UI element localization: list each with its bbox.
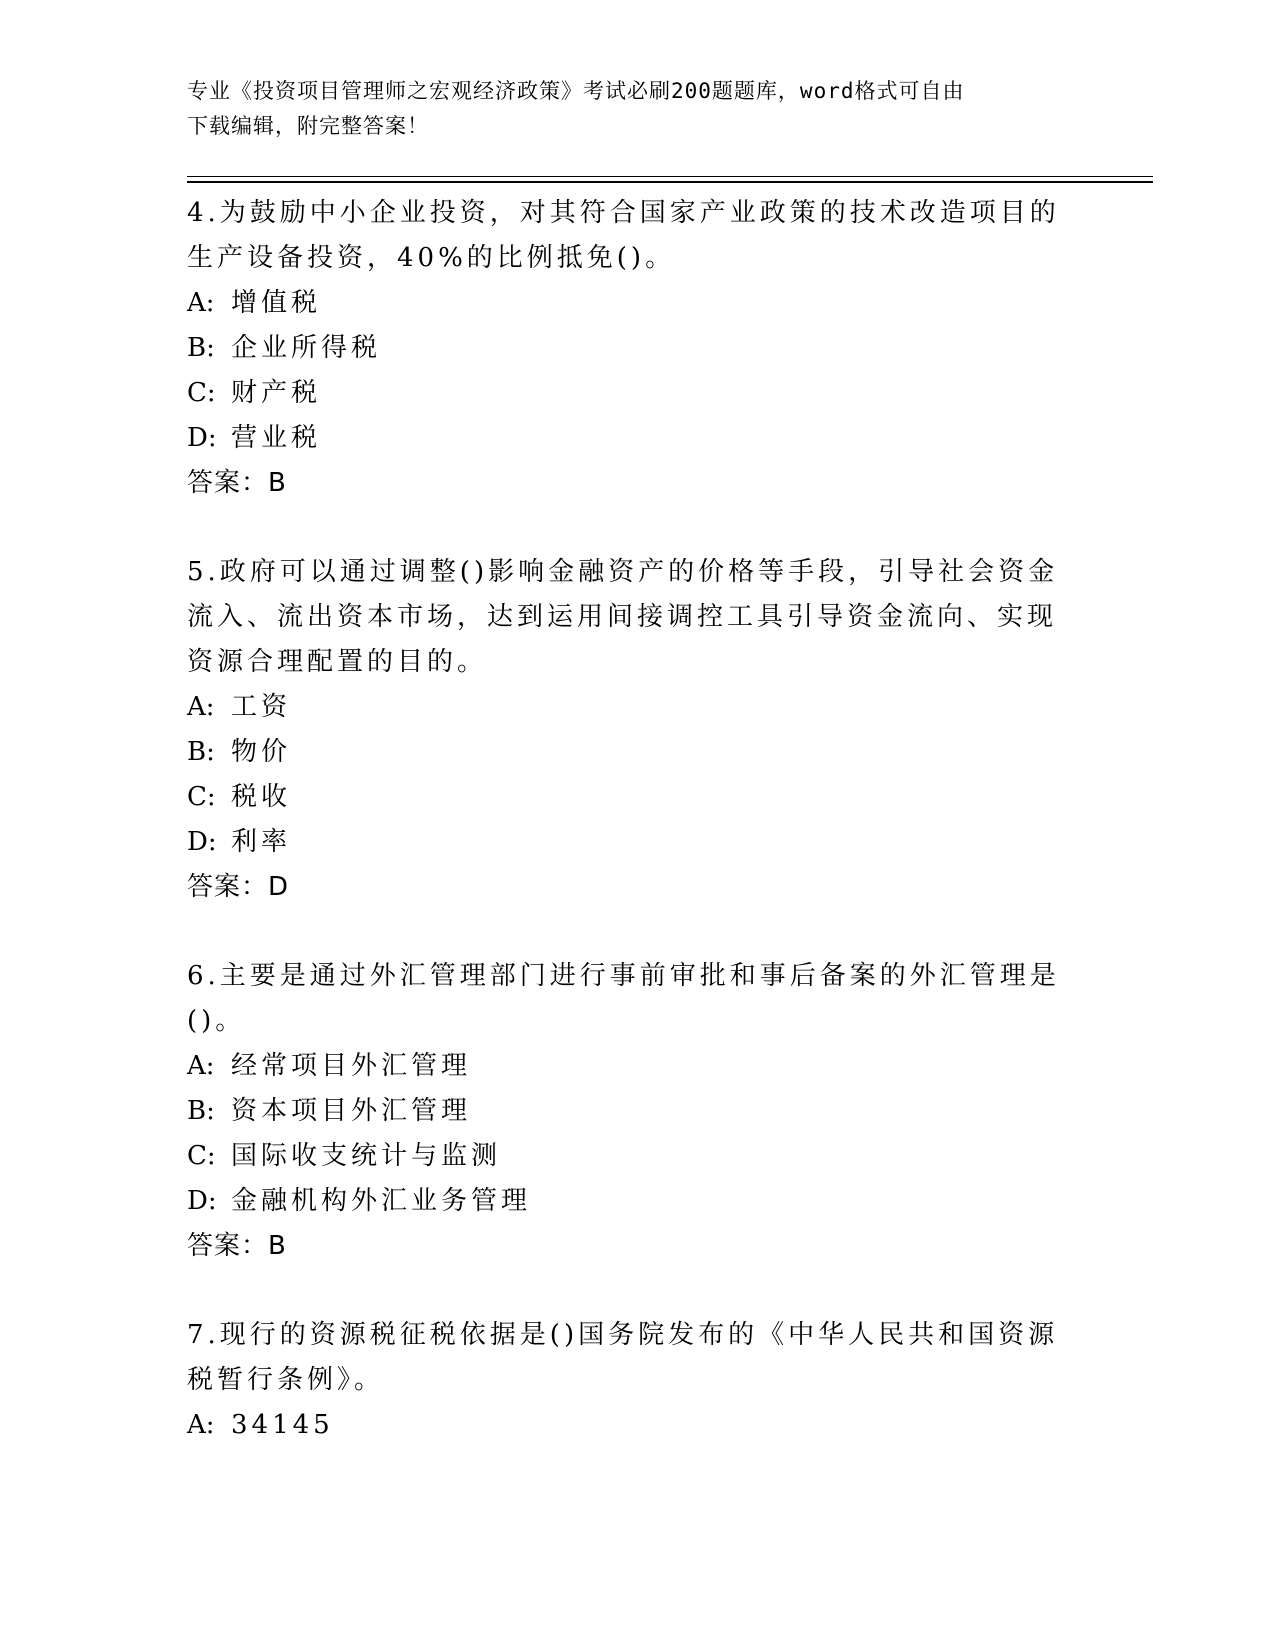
option-letter: D: xyxy=(187,423,217,453)
option-letter: A: xyxy=(187,1051,215,1081)
option-a xyxy=(187,281,1067,326)
option-letter: D: xyxy=(187,1186,217,1216)
option-b xyxy=(187,730,1067,775)
question-4 xyxy=(187,191,1067,506)
option-text: 税收 xyxy=(231,782,292,812)
question-list xyxy=(187,191,1067,1492)
header-divider-thick xyxy=(187,181,1153,183)
option-a xyxy=(187,685,1067,730)
option-letter: A: xyxy=(187,1410,215,1440)
option-text: 营业税 xyxy=(231,423,322,453)
question-7 xyxy=(187,1313,1067,1448)
option-letter: B: xyxy=(187,1096,215,1126)
answer-line: 答案：B xyxy=(187,1231,287,1261)
header-divider-thin xyxy=(187,176,1153,177)
option-text: 经常项目外汇管理 xyxy=(231,1051,472,1081)
option-text: 国际收支统计与监测 xyxy=(231,1141,502,1171)
option-b xyxy=(187,1089,1067,1134)
option-letter: C: xyxy=(187,1141,216,1171)
option-text: 企业所得税 xyxy=(231,333,382,363)
option-a xyxy=(187,1403,1067,1448)
document-header xyxy=(187,74,1067,144)
option-text: 工资 xyxy=(231,692,292,722)
answer-line: 答案：B xyxy=(187,468,287,498)
question-text: 5.政府可以通过调整()影响金融资产的价格等手段，引导社会资金流入、流出资本市场，达到运用间接调控工具引导资金流向、实现资源合理配置的目的。 xyxy=(187,557,1059,677)
option-text: 金融机构外汇业务管理 xyxy=(231,1186,532,1216)
option-letter: A: xyxy=(187,288,215,318)
option-c xyxy=(187,1134,1067,1179)
option-text: 物价 xyxy=(231,737,292,767)
option-a xyxy=(187,1044,1067,1089)
option-d xyxy=(187,820,1067,865)
question-6 xyxy=(187,954,1067,1269)
option-letter: D: xyxy=(187,827,217,857)
option-text: 利率 xyxy=(231,827,292,857)
question-5 xyxy=(187,550,1067,910)
option-letter: B: xyxy=(187,737,215,767)
option-text: 资本项目外汇管理 xyxy=(231,1096,472,1126)
option-letter: A: xyxy=(187,692,215,722)
question-text: 7.现行的资源税征税依据是()国务院发布的《中华人民共和国资源税暂行条例》。 xyxy=(187,1320,1059,1395)
option-letter: C: xyxy=(187,378,216,408)
answer-line: 答案：D xyxy=(187,872,290,902)
option-text: 增值税 xyxy=(231,288,322,318)
question-text: 6.主要是通过外汇管理部门进行事前审批和事后备案的外汇管理是()。 xyxy=(187,961,1060,1036)
option-d xyxy=(187,1179,1067,1224)
option-text: 财产税 xyxy=(231,378,322,408)
option-b xyxy=(187,326,1067,371)
option-letter: B: xyxy=(187,333,215,363)
question-text: 4.为鼓励中小企业投资，对其符合国家产业政策的技术改造项目的生产设备投资，40%的比例抵免()。 xyxy=(187,198,1060,273)
header-line-1: 专业《投资项目管理师之宏观经济政策》考试必刷200题题库，word格式可自由 xyxy=(187,79,965,103)
option-text: 34145 xyxy=(231,1410,334,1440)
option-d xyxy=(187,416,1067,461)
option-c xyxy=(187,775,1067,820)
option-letter: C: xyxy=(187,782,216,812)
header-line-2: 下载编辑，附完整答案！ xyxy=(187,114,429,138)
option-c xyxy=(187,371,1067,416)
